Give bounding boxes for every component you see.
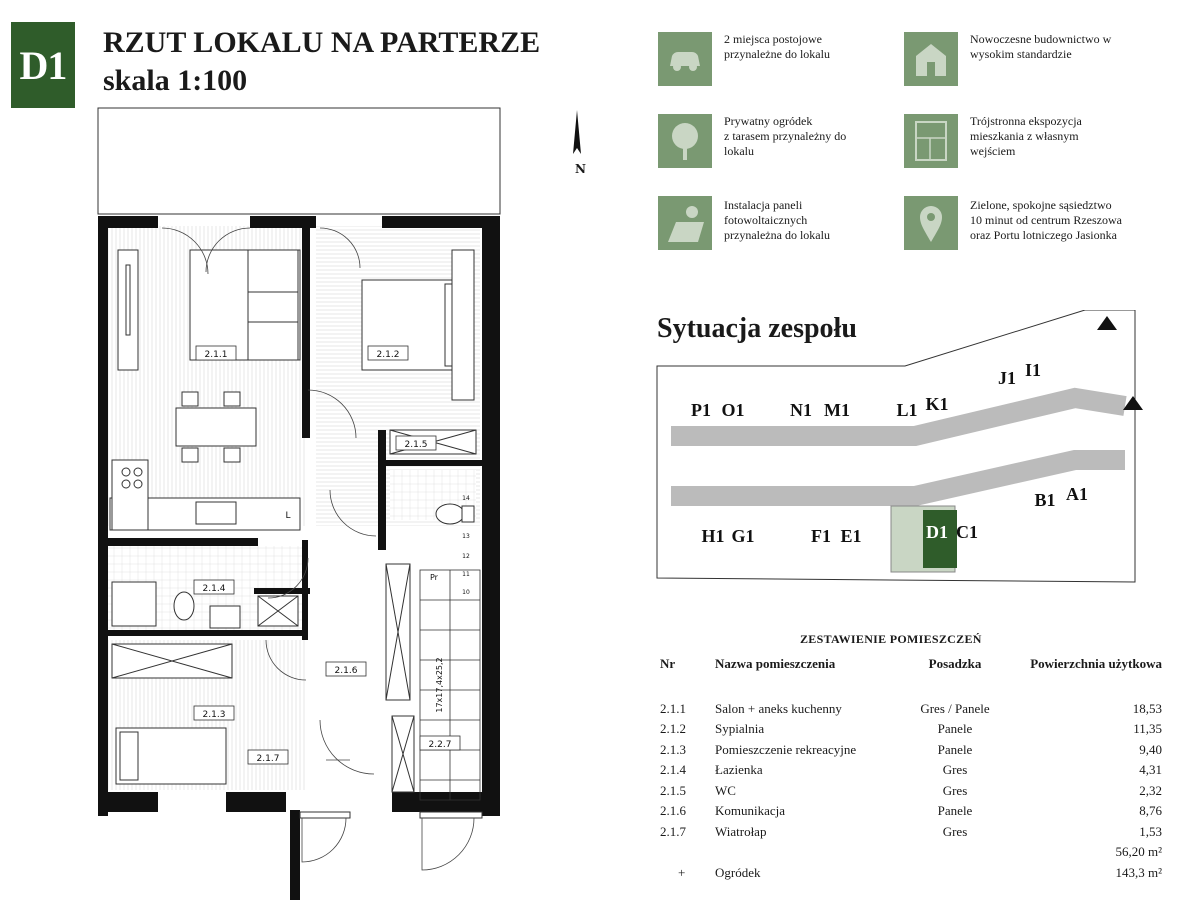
building-label: K1 [925, 394, 949, 414]
feature-line: wejściem [970, 144, 1016, 158]
feature-line: przynależna do lokalu [724, 228, 830, 242]
header-floor: Posadzka [928, 656, 982, 671]
cell-name: WC [715, 782, 736, 798]
cell-floor: Gres [942, 762, 968, 777]
cell-area: 18,53 [1132, 700, 1162, 716]
room-label: 2.1.2 [376, 350, 400, 360]
table-row [660, 721, 1170, 742]
cell-floor: Panele [937, 803, 973, 818]
location-pin-icon [904, 196, 958, 250]
floorplan-icon [904, 114, 958, 168]
site-plan [655, 310, 1155, 590]
terrace [98, 108, 500, 214]
cell-area: 2,32 [1139, 782, 1162, 798]
car-icon [658, 32, 712, 86]
table-row [660, 824, 1170, 845]
feature-line: Prywatny ogródek [724, 114, 813, 128]
cell-area: 8,76 [1139, 803, 1162, 818]
site-title: Sytuacja zespołu [657, 313, 857, 344]
table-total-row [660, 844, 1170, 865]
stair-step-number: 10 [462, 589, 470, 596]
rooms-table [660, 656, 1170, 885]
header-area: Powierzchnia użytkowa [1030, 656, 1162, 671]
floor-plan [90, 100, 510, 900]
table-row [660, 803, 1170, 824]
north-arrow-icon [567, 110, 587, 160]
cell-nr: 2.1.1 [660, 700, 686, 716]
stair-dimension: 17x17,4x25,2 [435, 657, 444, 713]
table-row [660, 762, 1170, 783]
garden-name: Ogródek [715, 864, 761, 880]
feature-line: przynależne do lokalu [724, 47, 830, 61]
table-row [660, 783, 1170, 804]
stair-step-number: 14 [462, 495, 470, 502]
header-name: Nazwa pomieszczenia [715, 656, 836, 671]
north-label: N [575, 162, 586, 176]
room-label: 2.1.4 [202, 584, 226, 594]
building-label: G1 [731, 526, 755, 546]
room-label: 2.1.5 [404, 440, 428, 450]
scale-label: skala 1:100 [103, 64, 248, 97]
cell-floor: Gres [942, 823, 968, 839]
building-label: M1 [824, 400, 850, 420]
building-label: B1 [1034, 490, 1056, 510]
feature-line: lokalu [724, 144, 754, 158]
building-label: A1 [1066, 484, 1088, 504]
cell-nr: 2.1.6 [660, 803, 686, 818]
cell-name: Pomieszczenie rekreacyjne [715, 741, 857, 757]
building-label: C1 [956, 522, 978, 542]
room-label: 2.1.7 [256, 754, 280, 764]
total-area: 56,20 m² [1115, 844, 1162, 859]
stair-step-number: 13 [462, 533, 470, 540]
tree-icon [658, 114, 712, 168]
cell-name: Komunikacja [715, 803, 786, 818]
garden-area: 143,3 m² [1115, 864, 1162, 880]
page-title: RZUT LOKALU NA PARTERZE [103, 26, 541, 59]
table-row [660, 701, 1170, 722]
header-nr: Nr [660, 656, 676, 671]
feature-line: 10 minut od centrum Rzeszowa [970, 213, 1122, 227]
cell-area: 4,31 [1139, 762, 1162, 777]
feature-line: mieszkania z własnym [970, 129, 1079, 143]
room-label: 2.1.1 [204, 350, 228, 360]
cell-area: 11,35 [1133, 721, 1162, 736]
feature-line: Zielone, spokojne sąsiedztwo [970, 198, 1112, 212]
cell-floor: Panele [937, 741, 973, 757]
building-label: F1 [811, 526, 831, 546]
cell-nr: 2.1.5 [660, 782, 686, 798]
feature-line: z tarasem przynależny do [724, 129, 847, 143]
building-label: P1 [691, 400, 711, 420]
stair-step-number: 12 [462, 553, 470, 560]
fixture-code: L [285, 511, 291, 521]
cell-area: 9,40 [1139, 741, 1162, 757]
cell-area: 1,53 [1139, 823, 1162, 839]
garden-nr: + [678, 864, 686, 880]
house-icon [904, 32, 958, 86]
room-label: 2.2.7 [428, 740, 452, 750]
building-label: O1 [721, 400, 745, 420]
table-title: ZESTAWIENIE POMIESZCZEŃ [800, 632, 982, 646]
building-label: H1 [701, 526, 725, 546]
feature-line: Trójstronna ekspozycja [970, 114, 1082, 128]
table-garden-row [660, 865, 1170, 886]
feature-line: wysokim standardzie [970, 47, 1072, 61]
cell-nr: 2.1.7 [660, 823, 686, 839]
building-label: I1 [1024, 360, 1042, 380]
solar-panel-icon [658, 196, 712, 250]
feature-line: Nowoczesne budownictwo w [970, 32, 1112, 46]
feature-line: fotowoltaicznych [724, 213, 808, 227]
feature-line: 2 miejsca postojowe [724, 32, 822, 46]
building-label: D1 [926, 522, 948, 542]
stair-step-number: 11 [462, 571, 470, 578]
feature-line: oraz Portu lotniczego Jasionka [970, 228, 1117, 242]
cell-floor: Panele [937, 721, 973, 736]
table-row [660, 742, 1170, 763]
cell-floor: Gres [942, 782, 968, 798]
building-label: J1 [998, 368, 1016, 388]
building-label: L1 [896, 400, 918, 420]
cell-name: Wiatrołap [715, 823, 767, 839]
cell-name: Łazienka [715, 762, 763, 777]
cell-nr: 2.1.2 [660, 721, 686, 736]
room-label: 2.1.6 [334, 666, 358, 676]
cell-name: Salon + aneks kuchenny [715, 700, 842, 716]
room-label: 2.1.3 [202, 710, 226, 720]
cell-nr: 2.1.3 [660, 741, 686, 757]
cell-nr: 2.1.4 [660, 762, 686, 777]
building-label: N1 [790, 400, 812, 420]
table-header-row [660, 656, 1170, 677]
fixture-code: Pr [430, 573, 438, 582]
feature-line: Instalacja paneli [724, 198, 803, 212]
cell-name: Sypialnia [715, 721, 765, 736]
building-label: E1 [840, 526, 862, 546]
unit-badge: D1 [11, 22, 75, 108]
cell-floor: Gres / Panele [920, 700, 990, 716]
